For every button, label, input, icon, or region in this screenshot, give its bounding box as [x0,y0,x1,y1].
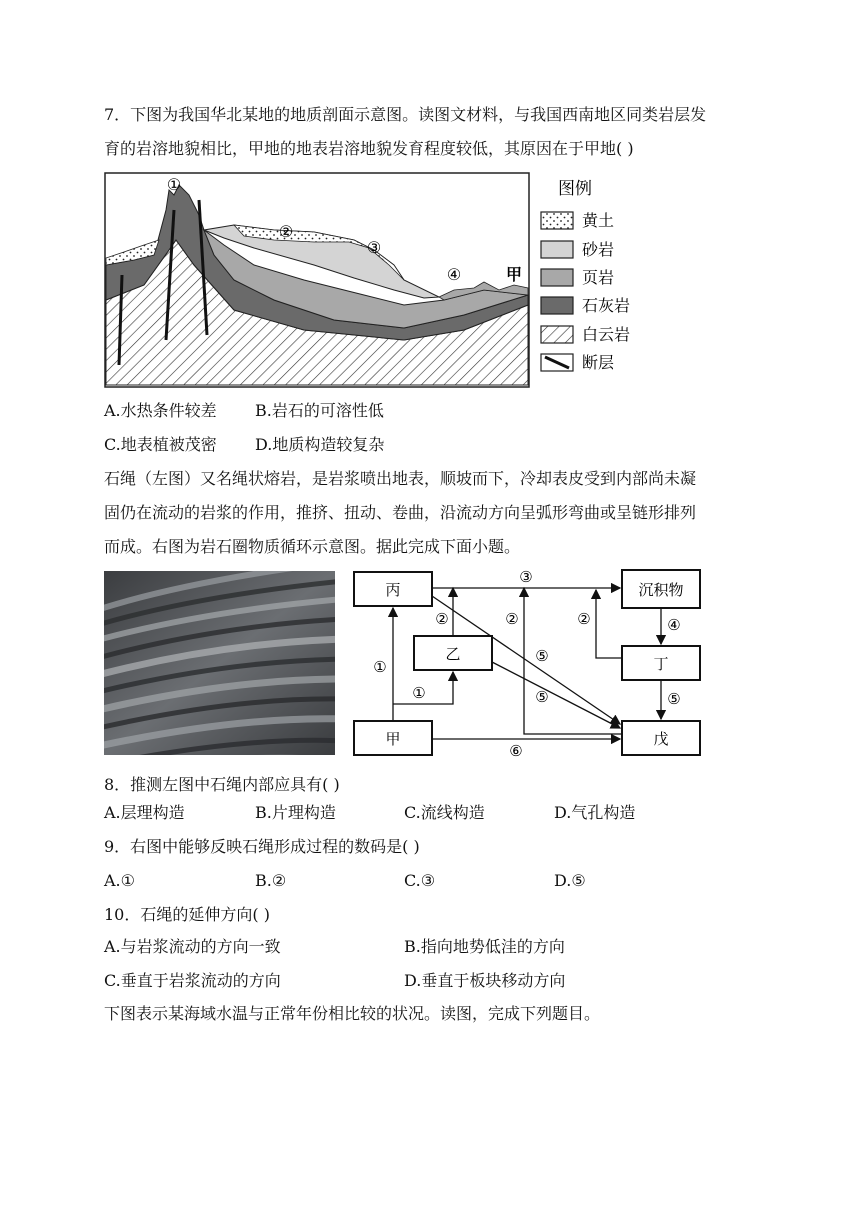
intro2-line3: 而成。右图为岩石圈物质循环示意图。据此完成下面小题。 [104,537,521,556]
svg-text:丙: 丙 [385,581,401,599]
svg-text:甲: 甲 [385,730,401,748]
q10-stem: 10．石绳的延伸方向( ) [104,905,270,924]
label-ding-to-chenjiwu: ② [577,610,591,628]
profile-marker-3: ③ [366,238,382,257]
rock-cycle-diagram [352,566,704,760]
label-bing-to-wu-a: ⑤ [535,647,549,665]
node-bing [354,572,432,606]
node-jia [354,721,432,755]
legend [541,179,630,372]
label-chenjiwu-to-ding: ④ [667,616,681,634]
place-label-jia: 甲 [505,265,523,284]
q9-stem: 9．右图中能够反映石绳形成过程的数码是( ) [104,837,420,856]
legend-item-shale [541,268,614,287]
legend-label-limestone: 石灰岩 [582,296,631,315]
svg-text:沉积物: 沉积物 [638,581,684,599]
profile-marker-2: ② [278,222,294,241]
q7-option-d: D.地质构造较复杂 [255,435,385,454]
q9-option-b: B.② [255,871,287,890]
legend-label-dolomite: 白云岩 [582,325,631,344]
label-jia-to-bing: ① [373,658,387,676]
label-yi-to-bing: ② [435,610,449,628]
q10-option-b: B.指向地势低洼的方向 [404,937,565,956]
q8-option-a: A.层理构造 [104,803,185,822]
intro2-line1: 石绳（左图）又名绳状熔岩，是岩浆喷出地表，顺坡而下，冷却表皮受到内部尚未凝 [104,469,697,488]
q9-option-c: C.③ [404,871,436,890]
profile-marker-4: ④ [446,265,462,284]
node-wu [622,721,700,755]
loess-dot-pattern-icon [541,212,573,229]
label-bing-to-wu-b: ⑤ [535,688,549,706]
legend-title: 图例 [558,179,592,199]
intro2-line2: 固仍在流动的岩浆的作用，推挤、扭动、卷曲，沿流动方向呈弧形弯曲或呈链形排列 [104,503,697,522]
legend-label-loess: 黄土 [582,211,615,230]
q8-option-d: D.气孔构造 [554,803,636,822]
q8-option-b: B.片理构造 [255,803,336,822]
arrow-ding-to-chenjiwu [596,590,622,658]
profile-marker-1: ① [166,175,182,194]
node-chenjiwu [622,570,700,608]
q7-option-a: A.水热条件较差 [104,401,217,420]
legend-item-dolomite [541,325,630,344]
q10-option-d: D.垂直于板块移动方向 [404,971,566,990]
node-ding [622,646,700,680]
label-jia-to-wu: ⑥ [509,742,523,760]
q10-option-c: C.垂直于岩浆流动的方向 [104,971,281,990]
svg-text:乙: 乙 [445,645,461,663]
geological-profile-figure [104,170,636,390]
svg-text:丁: 丁 [653,655,669,673]
legend-label-shale: 页岩 [582,268,615,287]
rope-lava-photo [104,571,335,755]
label-jia-to-yi: ① [412,684,426,702]
label-ding-to-wu: ⑤ [667,690,681,708]
node-yi [414,636,492,670]
intro3-line1: 下图表示某海域水温与正常年份相比较的状况。读图，完成下列题目。 [104,1004,601,1023]
q8-stem: 8．推测左图中石绳内部应具有( ) [104,775,340,794]
arrow-bing-to-wu-b [492,662,620,728]
q7-option-b: B.岩石的可溶性低 [255,401,384,420]
q9-option-a: A.① [104,871,135,890]
sandstone-light-fill-icon [541,241,573,258]
q10-option-a: A.与岩浆流动的方向一致 [104,937,281,956]
q7-stem-line1: 7．下图为我国华北某地的地质剖面示意图。读图文材料，与我国西南地区同类岩层发 [104,105,707,124]
q7-option-c: C.地表植被茂密 [104,435,217,454]
shale-mid-fill-icon [541,269,573,286]
legend-label-fault: 断层 [582,353,615,372]
legend-label-sandstone: 砂岩 [582,240,615,259]
label-bing-to-chenjiwu: ③ [519,568,533,586]
legend-item-loess [541,211,614,230]
svg-text:戊: 戊 [653,730,669,748]
legend-item-sandstone [541,240,614,259]
legend-item-limestone [541,296,630,315]
dolomite-hatch-pattern-icon [541,326,573,343]
q9-option-d: D.⑤ [554,871,586,890]
label-wu-to-bing: ② [505,610,519,628]
q7-stem-line2: 育的岩溶地貌相比，甲地的地表岩溶地貌发育程度较低，其原因在于甲地( ) [104,139,634,158]
legend-item-fault [541,353,614,372]
q8-option-c: C.流线构造 [404,803,485,822]
limestone-dark-fill-icon [541,297,573,314]
